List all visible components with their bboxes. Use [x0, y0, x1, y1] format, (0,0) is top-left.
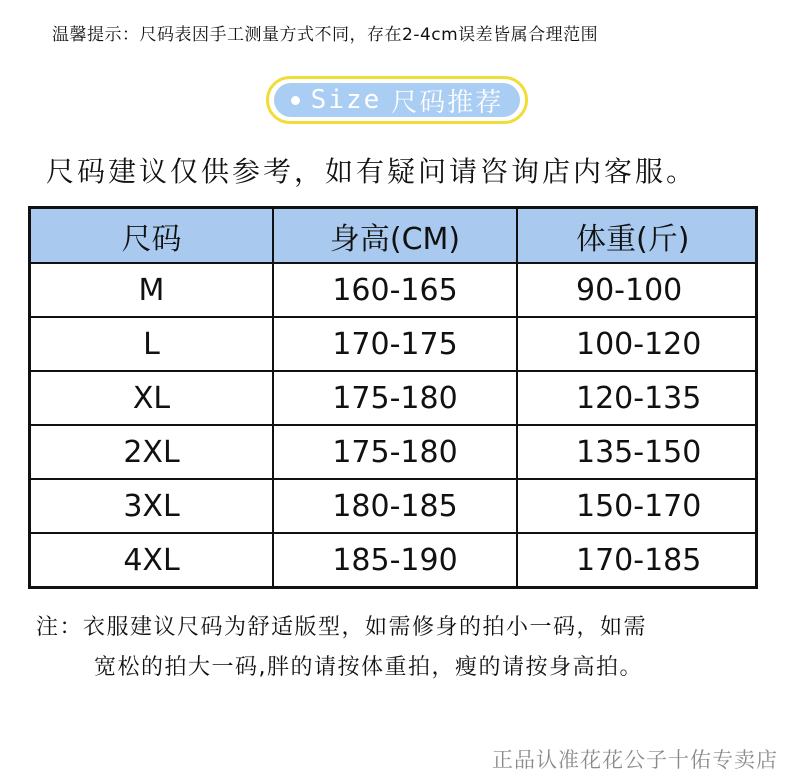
height-cell: 175-180 [273, 425, 517, 479]
size-cell: 2XL [30, 425, 274, 479]
size-advice-text: 尺码建议仅供参考，如有疑问请咨询店内客服。 [46, 155, 698, 188]
badge-label-en: Size [310, 85, 382, 115]
weight-cell: 120-135 [517, 371, 757, 425]
weight-cell: 90-100 [517, 263, 757, 317]
header-height: 身高(CM) [273, 208, 517, 264]
size-cell: 3XL [30, 479, 274, 533]
store-watermark: 正品认准花花公子十佑专卖店 [492, 748, 778, 772]
size-chart-table [28, 206, 758, 589]
badge-label-zh: 尺码推荐 [391, 87, 504, 118]
height-cell: 160-165 [273, 263, 517, 317]
height-cell: 170-175 [273, 317, 517, 371]
table-row [30, 533, 757, 588]
header-size: 尺码 [30, 208, 274, 264]
size-cell: 4XL [30, 533, 274, 588]
size-cell: M [30, 263, 274, 317]
height-cell: 180-185 [273, 479, 517, 533]
size-cell: XL [30, 371, 274, 425]
note-line-1: 注：衣服建议尺码为舒适版型，如需修身的拍小一码，如需 [36, 615, 648, 640]
header-weight: 体重(斤) [517, 208, 757, 264]
weight-cell: 150-170 [517, 479, 757, 533]
measurement-tip: 温馨提示：尺码表因手工测量方式不同，存在2-4cm误差皆属合理范围 [52, 25, 599, 45]
table-row [30, 317, 757, 371]
bullet-dot-icon [291, 96, 300, 105]
size-note [36, 608, 647, 688]
table-row [30, 263, 757, 317]
size-recommend-badge [266, 76, 528, 124]
height-cell: 175-180 [273, 371, 517, 425]
weight-cell: 135-150 [517, 425, 757, 479]
weight-cell: 100-120 [517, 317, 757, 371]
table-row [30, 425, 757, 479]
badge-fill [274, 83, 520, 117]
table-row [30, 479, 757, 533]
weight-cell: 170-185 [517, 533, 757, 588]
table-row [30, 371, 757, 425]
table-header-row [30, 208, 757, 264]
height-cell: 185-190 [273, 533, 517, 588]
note-line-2: 宽松的拍大一码,胖的请按体重拍，瘦的请按身高拍。 [94, 655, 643, 680]
size-cell: L [30, 317, 274, 371]
